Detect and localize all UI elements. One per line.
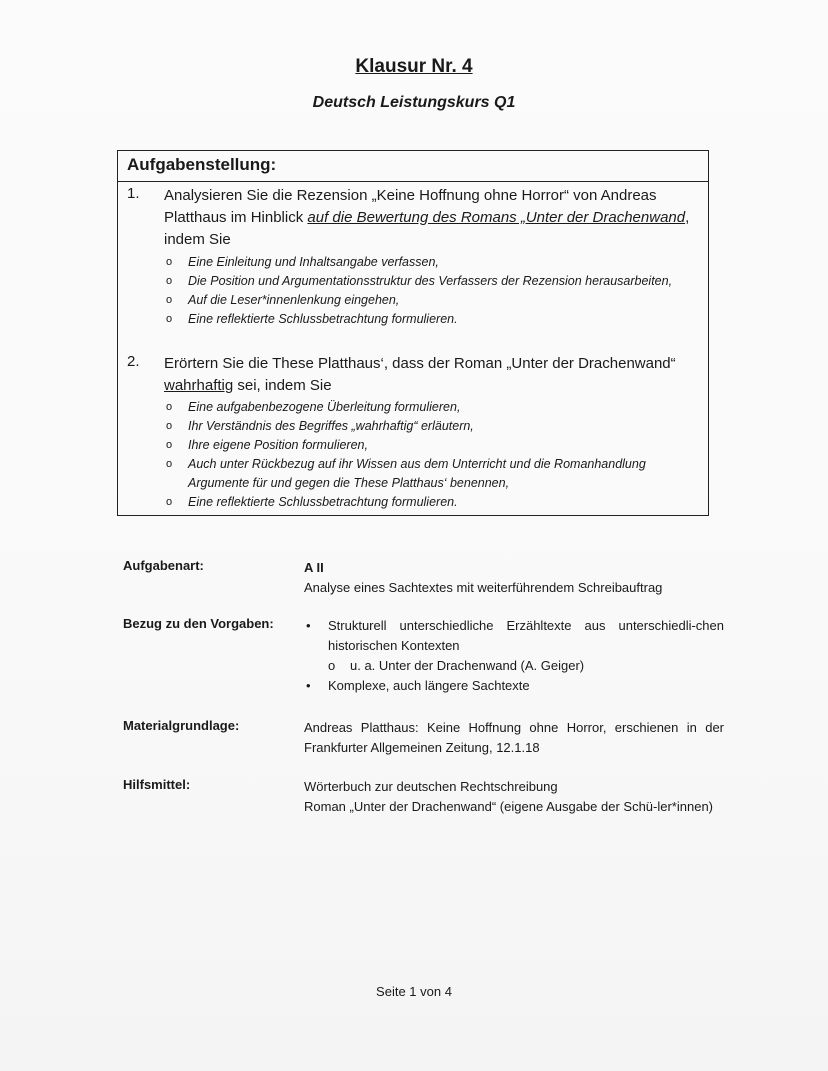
list-item: o Eine reflektierte Schlussbetrachtung formulieren. [166,312,458,326]
task-box-divider [118,181,708,182]
exam-subtitle: Deutsch Leistungskurs Q1 [312,94,516,111]
meta-label: Materialgrundlage: [123,718,240,733]
task-box [117,150,709,516]
list-item: o Eine Einleitung und Inhaltsangabe verfassen, [166,255,439,269]
meta-label: Aufgabenart: [123,558,204,573]
meta-value: A II Analyse eines Sachtextes mit weiterführendem Schreibauftrag [304,560,663,595]
list-item: o Auch unter Rückbezug auf ihr Wissen aus dem Unterricht und die Romanhandlung Argumente für und gegen die These Platthaus‘ benennen, [166,457,646,490]
list-item: o Auf die Leser*innenlenkung eingehen, [166,293,400,307]
task-1-bullets [164,253,698,329]
meta-value: Andreas Platthaus: Keine Hoffnung ohne Horror, erschienen in der Frankfurter Allgemeinen Zeitung, 12.1.18 [304,720,724,755]
task-instruction: Erörtern Sie die These Platthaus‘, dass der Roman „Unter der Drachenwand“ wahrhaftig sei, indem Sie [164,355,676,394]
list-item: o Ihr Verständnis des Begriffes „wahrhaftig“ erläutern, [166,419,474,433]
list-item: o u. a. Unter der Drachenwand (A. Geiger) [328,658,585,673]
list-item: o Die Position und Argumentationsstruktur des Verfassers der Rezension herausarbeiten, [166,274,673,288]
list-item: o Ihre eigene Position formulieren, [166,438,368,452]
list-item: • Strukturell unterschiedliche Erzähltexte aus unterschiedli-chen historischen Kontexten [306,618,724,653]
meta-value [304,616,724,696]
task-box-heading: Aufgabenstellung: [127,155,277,174]
task-2-bullets [164,398,698,512]
list-item: o Eine reflektierte Schlussbetrachtung formulieren. [166,495,458,509]
list-item: • Komplexe, auch längere Sachtexte [306,678,530,693]
page-number: Seite 1 von 4 [376,984,452,999]
meta-label: Bezug zu den Vorgaben: [123,616,274,631]
meta-label: Hilfsmittel: [123,777,191,792]
exam-title: Klausur Nr. 4 [355,56,473,77]
meta-value: Wörterbuch zur deutschen Rechtschreibung Roman „Unter der Drachenwand“ (eigene Ausgabe der Schü-ler*innen) [304,779,714,814]
task-number: 1. [127,185,140,202]
task-number: 2. [127,353,140,370]
task-instruction: Analysieren Sie die Rezension „Keine Hoffnung ohne Horror“ von Andreas Platthaus im Hinblick auf die Bewertung des Romans „Unter der Drachenwand, indem Sie [164,187,690,248]
list-item: o Eine aufgabenbezogene Überleitung formulieren, [166,400,461,414]
